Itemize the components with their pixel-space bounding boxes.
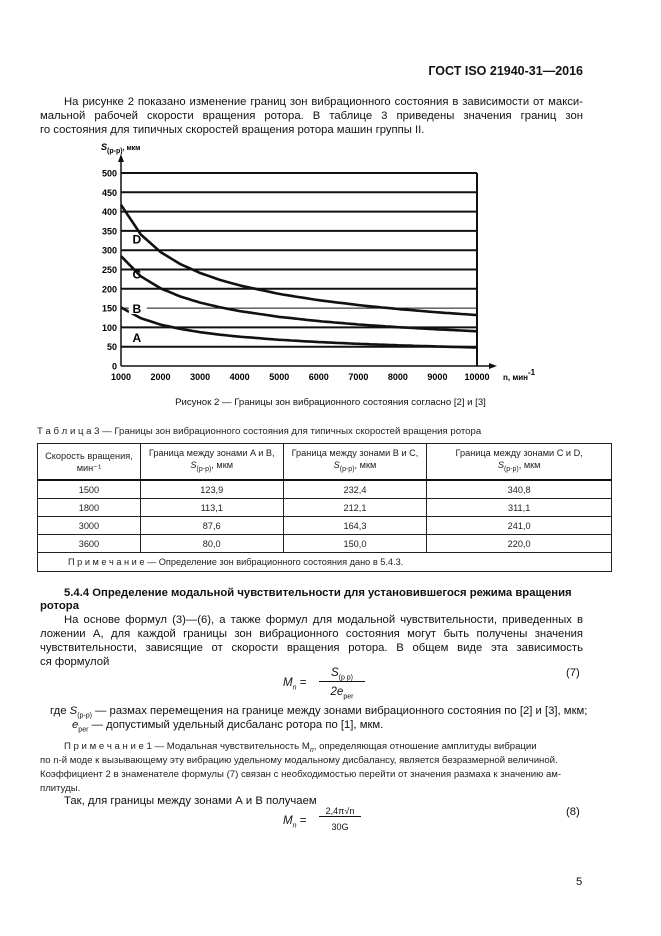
where-line-2: $e_{per}$ — допустимый удельный дисбаланс ротора по [1], мкм.: [72, 719, 384, 734]
y-axis-label-text: S: [101, 142, 108, 152]
cell: 220,0: [427, 535, 612, 553]
zone-label-c: C: [132, 267, 142, 282]
y-axis-label-unit: , мкм: [122, 145, 141, 152]
body-line: чувствительности, зависящие от скорости вращения ротора. В общем виде эта зависимость: [40, 642, 583, 654]
figure-caption: Рисунок 2 — Границы зон вибрационного состояния согласно [2] и [3]: [175, 397, 486, 408]
table-row: [38, 535, 612, 553]
y-tick-label: 200: [101, 284, 117, 295]
document-code: ГОСТ ISO 21940-31—2016: [428, 64, 583, 78]
table-note: П р и м е ч а н и е — Определение зон вибрационного состояния дано в 5.4.3.: [38, 553, 612, 572]
cell: 80,0: [140, 535, 283, 553]
zone-label-d: D: [132, 232, 142, 247]
y-tick-label: 250: [101, 265, 117, 275]
y-tick-label: 400: [101, 207, 117, 218]
body-line: ложении А, для каждой границы зон вибрационного состояния могут быть получены значения: [40, 628, 583, 640]
cell: 232,4: [283, 480, 427, 499]
boundary-curve-c-d: [121, 205, 477, 315]
formula-7-number: (7): [566, 667, 580, 679]
header-cd: Граница между зонами C и D, $S_{(p-p)}$, мкм: [427, 444, 612, 481]
zone-label-b: B: [132, 302, 142, 317]
y-axis-label-sub: (p-p): [107, 148, 123, 155]
y-tick-label: 150: [101, 303, 117, 314]
page-number: 5: [576, 876, 583, 888]
cell: 340,8: [427, 480, 612, 499]
y-tick-label: 300: [101, 245, 117, 256]
table-row: [38, 480, 612, 499]
x-tick-label: 6000: [308, 372, 329, 382]
boundary-curve-b-c: [121, 256, 477, 331]
data-table: [37, 443, 612, 572]
cell: 113,1: [140, 499, 283, 517]
y-tick-label: 500: [101, 168, 117, 179]
table-row: [38, 517, 612, 535]
x-axis-arrow: [489, 363, 497, 369]
table-header-row: [38, 444, 612, 481]
x-tick-label: 4000: [229, 372, 250, 382]
cell: 3000: [38, 517, 141, 535]
x-axis-label-sup: -1: [528, 368, 536, 377]
x-tick-label: 2000: [150, 372, 171, 382]
zone-label-a: A: [132, 331, 142, 346]
cell: 241,0: [427, 517, 612, 535]
y-tick-label: 50: [106, 342, 117, 353]
intro-line: го состояния для типичных скоростей вращения ротора машин группы II.: [40, 124, 425, 136]
header-bc: Граница между зонами B и C, $S_{(p-p)}$, мкм: [283, 444, 427, 481]
y-tick-label: 450: [101, 187, 117, 198]
section-heading: 5.4.4 Определение модальной чувствительности для установившегося режима вращения: [64, 587, 572, 599]
cell: 1500: [38, 480, 141, 499]
note-line: П р и м е ч а н и е 1 — Модальная чувствительность $M_n$, определяющая отношение амплитуды вибрации: [64, 741, 537, 754]
header-ab: Граница между зонами A и B, $S_{(p-p)}$, мкм: [140, 444, 283, 481]
figure-2-chart: [0, 0, 661, 400]
y-tick-label: 350: [101, 226, 117, 237]
where-line-1: где $S_{(p-p)}$ — размах перемещения на границе между зонами вибрационного состояния по [2] и [3], мкм;: [50, 705, 588, 720]
x-axis-label-text: n, мин: [503, 373, 528, 382]
cell: 123,9: [140, 480, 283, 499]
body-line: ся формулой: [40, 656, 110, 668]
cell: 212,1: [283, 499, 427, 517]
note-line: Коэффициент 2 в знаменателе формулы (7) связан с необходимостью перейти от значения размаха к значению ам-: [40, 769, 562, 780]
cell: 1800: [38, 499, 141, 517]
body-line: На основе формул (3)—(6), а также формул для модальной чувствительности, приведенных в: [64, 614, 583, 626]
x-tick-label: 3000: [190, 372, 211, 382]
note-line: по n-й моде к вызывающему эту вибрацию удельному модальному дисбалансу, является безразмерной величиной.: [40, 755, 558, 766]
intro-line: мальной рабочей скорости вращения ротора. В таблице 3 приведены значения границ зон: [40, 110, 583, 122]
formula-8-number: (8): [566, 806, 580, 818]
y-axis-label: [101, 142, 140, 155]
x-tick-label: 9000: [427, 372, 448, 382]
y-tick-label: 100: [101, 322, 117, 333]
table-title: Т а б л и ц а 3 — Границы зон вибрационного состояния для типичных скоростей вращения ротора: [37, 426, 482, 437]
cell: 150,0: [283, 535, 427, 553]
x-tick-label: 1000: [110, 372, 132, 382]
x-tick-label: 8000: [387, 372, 408, 382]
y-tick-label: 0: [111, 361, 117, 372]
table-note-row: [38, 553, 612, 572]
intro-line: На рисунке 2 показано изменение границ зон вибрационного состояния в зависимости от макси-: [64, 96, 583, 108]
cell: 3600: [38, 535, 141, 553]
cell: 311,1: [427, 499, 612, 517]
section-heading-cont: ротора: [40, 600, 79, 612]
y-axis-arrow: [118, 154, 124, 162]
body-line: Так, для границы между зонами А и В получаем: [64, 795, 317, 807]
table-row: [38, 499, 612, 517]
x-tick-label: 7000: [348, 372, 369, 382]
document-page: ГОСТ ISO 21940-31—2016 На рисунке 2 показано изменение границ зон вибрационного состояния в зависимости от макси- мальной рабочей скорости вращения ротора. В таблице 3 приведены значения границ зон го состояния для типичных скоростей вращения ротора машин группы II. 0 50 100 150 200 250 300 350 400 450 500 1000 2000 3000 4000 5000 6000 7000 8000 9000 10000 n, мин-1 $S_{(p-p)}^{, мкм}$ D C B A Рисунок 2 — Границы зон вибрационного состояния согласно [2] и [3] Т а б л и ц а 3 — Границы зон вибрационного состояния для типичных скоростей вращения ротора Скорость вращения, мин⁻¹ Граница между зонами A и B, $S_{(p-p)}$, мкм Граница между зонами B и C, $S_{(p-p)}$, мкм Граница между зонами C и D, $S_{(p-p)}$, мкм 1500 123,9 232,4 340,8 1800 113,1 212,1 311,1 3000 87,6 164,3 241,0 3600 80,0 150,0 220,0 П р и м е ч а н и е — Определение зон вибрационного состояния дано в 5.4.3. 5.4.4 Определение модальной чувствительности для установившегося режима вращения ротора На основе формул (3)—(6), а также формул для модальной чувствительности, приведенных в ложении А, для каждой границы зон вибрационного состояния могут быть получены значения чувствительности, зависящие от скорости вращения ротора. В общем виде эта зависимость ся формулой $M_n$ = $S_{(p p)}$ $2e_{per}$ (7) где $S_{(p-p)}$ — размах перемещения на границе между зонами вибрационного состояния по [2] и [3], мкм; $e_{per}$ — допустимый удельный дисбаланс ротора по [1], мкм. П р и м е ч а н и е 1 — Модальная чувствительность $M_n$, определяющая отношение амплитуды вибрации по n-й моде к вызывающему эту вибрацию удельному модальному дисбалансу, является безразмерной величиной. Коэффициент 2 в знаменателе формулы (7) связан с необходимостью перейти от значения размаха к значению ам- плитуды. Так, для границы между зонами А и В получаем $M_n$ = 2,4π√n 30G (8) 5: [0, 0, 661, 936]
x-axis-label: [503, 368, 536, 382]
cell: 87,6: [140, 517, 283, 535]
x-tick-label: 5000: [269, 372, 290, 382]
header-speed: Скорость вращения, мин⁻¹: [38, 444, 141, 481]
cell: 164,3: [283, 517, 427, 535]
note-line: плитуды.: [40, 783, 81, 794]
x-tick-label: 10000: [464, 372, 490, 382]
